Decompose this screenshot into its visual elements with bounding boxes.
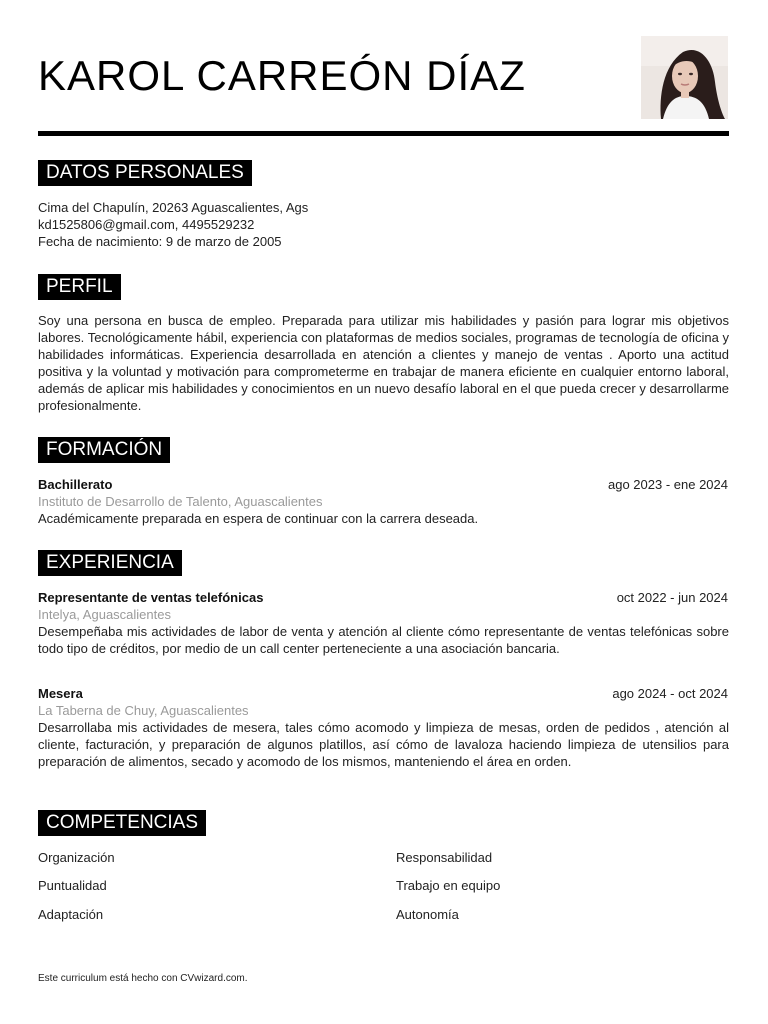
footer-note: Este curriculum está hecho con CVwizard.com.: [38, 973, 248, 984]
profile-text: Soy una persona en busca de empleo. Preparada para utilizar mis habilidades y pasión para lograr mis objetivos labores. Tecnológicamente hábil, experiencia con plataformas de medios sociales, programas de tecnología de oficina y habilidades informáticas. Experiencia desarrollada en atención a clientes y manejo de ventas . Aporto una actitud positiva y la voluntad y motivación para comprometerme en trabajar de manera eficiente en cualquier entorno laboral, además de aplicar mis habilidades y conocimientos en un nuevo desafío laboral en el que pueda crecer y desarrollarme profesionalmente.: [38, 313, 729, 413]
education-institution: Instituto de Desarrollo de Talento, Aguascalientes: [38, 494, 323, 509]
job-dates: ago 2024 - oct 2024: [612, 686, 728, 701]
profile-photo: [641, 36, 728, 119]
job-title: Representante de ventas telefónicas: [38, 590, 264, 605]
education-dates: ago 2023 - ene 2024: [608, 477, 728, 492]
job-company: La Taberna de Chuy, Aguascalientes: [38, 703, 249, 718]
section-title-education: FORMACIÓN: [38, 437, 170, 463]
skill-item: Puntualidad: [38, 878, 107, 893]
skill-item: Organización: [38, 850, 115, 865]
job-title: Mesera: [38, 686, 83, 701]
job-description: Desarrollaba mis actividades de mesera, tales cómo acomodo y limpieza de mesas, orden de pedidos , atención al cliente, facturación, y preparación de algunos platillos, así cómo de lavaloza haciendo limpieza de utensilios para preparación de alimentos, secado y acomodo de los mismos, manteniendo el área en orden.: [38, 720, 729, 769]
contact-text: kd1525806@gmail.com, 4495529232: [38, 217, 255, 232]
section-title-personal: DATOS PERSONALES: [38, 160, 252, 186]
skill-item: Responsabilidad: [396, 850, 493, 865]
job-company: Intelya, Aguascalientes: [38, 607, 171, 622]
header-divider: [38, 131, 729, 136]
birth-date-text: Fecha de nacimiento: 9 de marzo de 2005: [38, 234, 282, 249]
education-title: Bachillerato: [38, 477, 113, 492]
education-description: Académicamente preparada en espera de continuar con la carrera deseada.: [38, 511, 479, 526]
address-text: Cima del Chapulín, 20263 Aguascalientes, Ags: [38, 200, 309, 215]
section-title-experience: EXPERIENCIA: [38, 550, 182, 576]
candidate-name: KAROL CARREÓN DÍAZ: [38, 52, 526, 99]
section-title-profile: PERFIL: [38, 274, 121, 300]
section-title-skills: COMPETENCIAS: [38, 810, 206, 836]
skill-item: Trabajo en equipo: [396, 878, 501, 893]
job-description: Desempeñaba mis actividades de labor de venta y atención al cliente cómo representante de ventas telefónicas sobre todo tipo de créditos, por medio de un call center perteneciente a una asociación bancaria.: [38, 624, 729, 656]
skill-item: Adaptación: [38, 907, 104, 922]
job-dates: oct 2022 - jun 2024: [616, 590, 728, 605]
skill-item: Autonomía: [396, 907, 459, 922]
